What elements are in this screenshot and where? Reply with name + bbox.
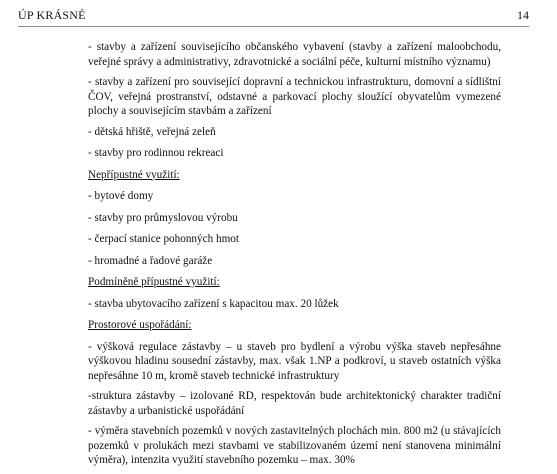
- section-heading-prohibited-use: Nepřípustné využití:: [88, 168, 180, 181]
- page-header: [18, 8, 529, 27]
- list-item: - bytové domy: [88, 190, 154, 202]
- section-heading-conditional-use: Podmíněně přípustné využití:: [88, 276, 220, 288]
- list-item: - čerpací stanice pohonných hmot: [88, 233, 239, 245]
- section-heading-spatial-layout: Prostorové uspořádání:: [88, 319, 192, 331]
- list-item: - dětská hřiště, veřejná zeleň: [88, 125, 216, 138]
- paragraph-infrastructure: - stavby a zařízení pro související dopravní a technickou infrastrukturu, domovní a sídlištní ČOV, veřejná prostranství, odstavné a parkovací plochy sloužící obyvatelům vymezené plochy a souvisejícím stavbám a zařízení: [88, 76, 501, 117]
- document-body: [88, 40, 501, 474]
- list-item: - stavba ubytovacího zařízení s kapacitou max. 20 lůžek: [88, 297, 339, 310]
- paragraph-civic-amenities: - stavby a zařízení souvisejícího občanského vybavení (stavby a zařízení maloobchodu, veřejné správy a administrativy, zdravotnické a sociální péče, kulturní místního významu): [88, 41, 501, 68]
- paragraph-building-structure: -struktura zástavby – izolované RD, respektován bude architektonický charakter tradiční zástavby a urbanistické uspořádání: [88, 390, 501, 417]
- paragraph-plot-area: - výměra stavebních pozemků v nových zastavitelných plochách min. 800 m2 (u stávajících pozemků v prolukách mezi stavbami ve stabilizovaném území není stanovena minimální výměra), intenzita využití stavebního pozemku – max. 30%: [88, 425, 501, 466]
- list-item: - stavby pro průmyslovou výrobu: [88, 211, 238, 224]
- list-item: - stavby pro rodinnou rekreaci: [88, 147, 224, 159]
- page-number: 14: [517, 8, 529, 22]
- list-item: - hromadné a řadové garáže: [88, 254, 213, 267]
- document-title: ÚP KRÁSNÉ: [18, 8, 86, 22]
- paragraph-height-regulation: - výšková regulace zástavby – u staveb pro bydlení a výrobu výška staveb nepřesáhne výškovou hladinu sousední zástavby, max. však 1.NP a podkroví, u staveb ostatních výška nepřesáhne 10 m, kromě staveb technické infrastruktury: [88, 340, 501, 382]
